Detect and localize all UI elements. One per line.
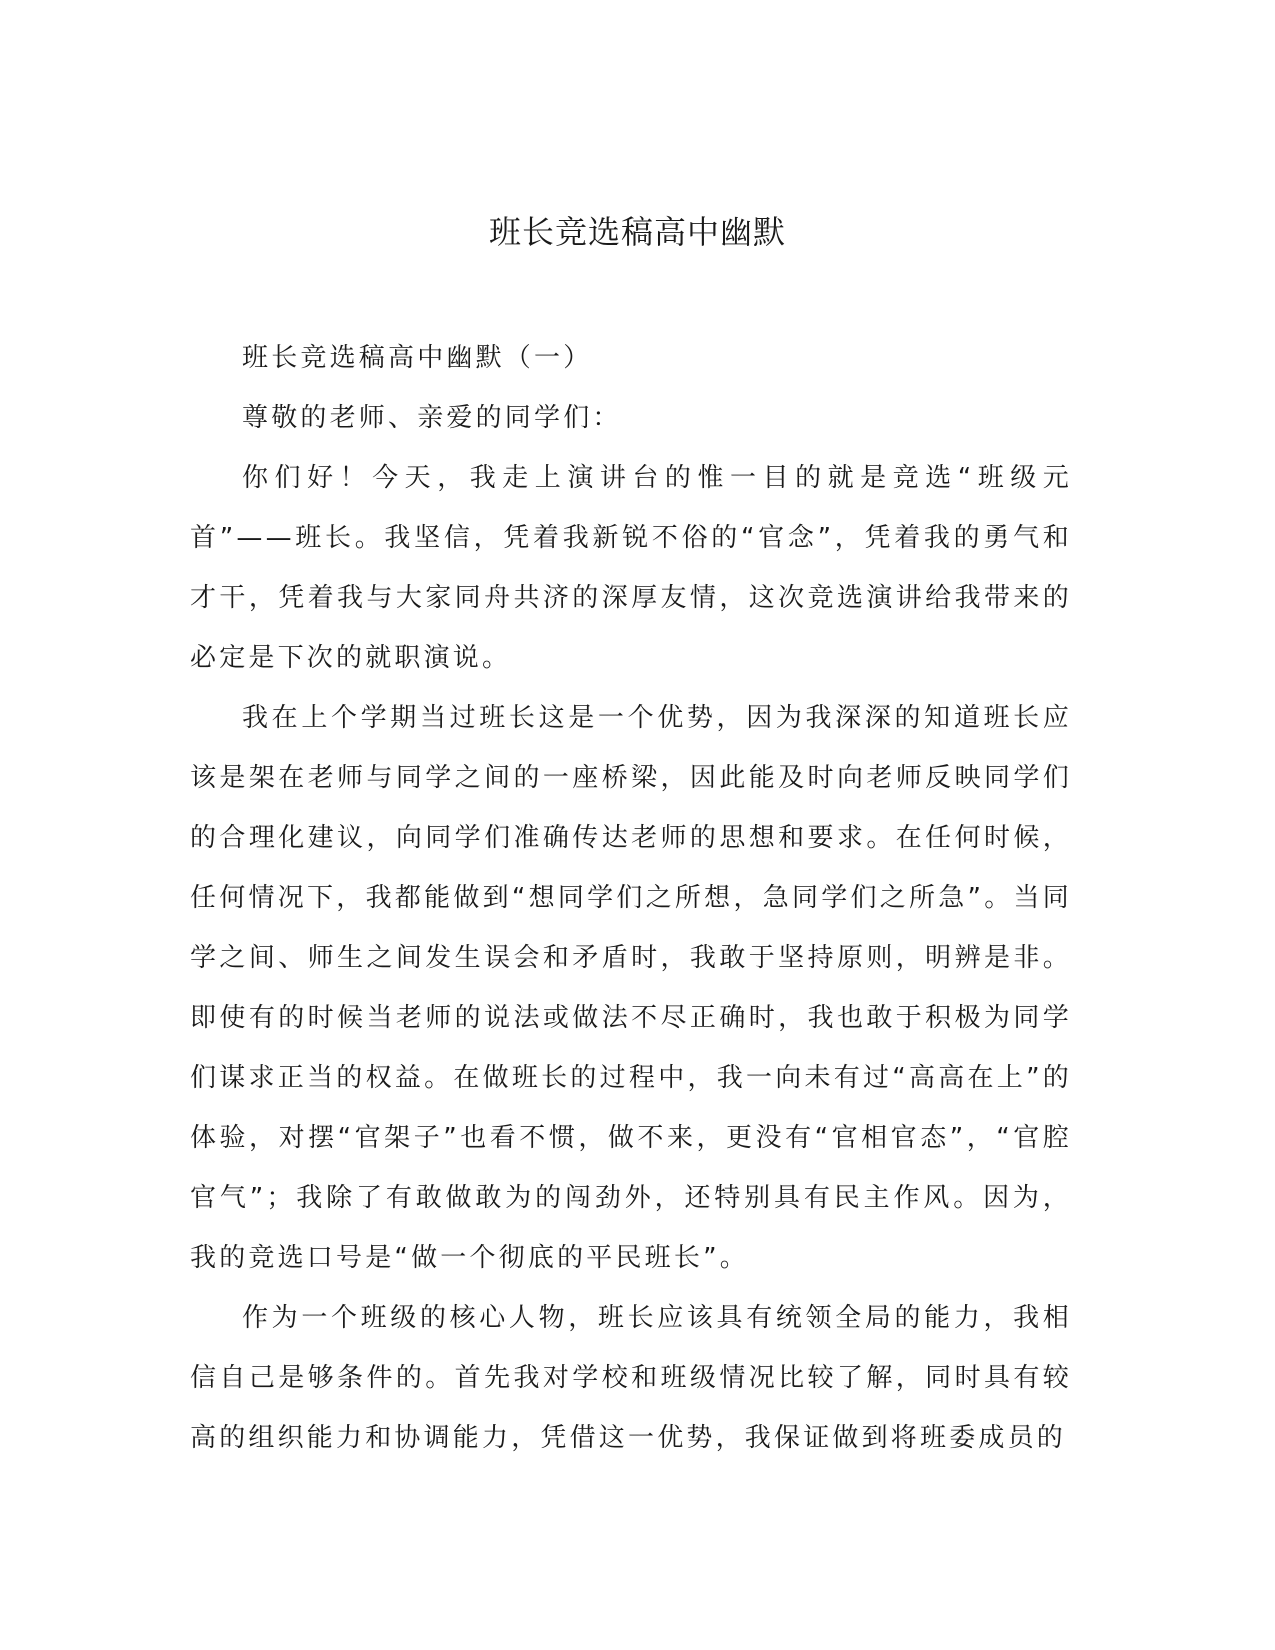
paragraph-greeting: 你们好！今天，我走上演讲台的惟一目的就是竞选“班级元首”——班长。我坚信，凭着我新锐不俗的“官念”，凭着我的勇气和才干，凭着我与大家同舟共济的深厚友情，这次竞选演讲给我带来的必定是下次的就职演说。	[190, 463, 1072, 673]
paragraph-experience: 我在上个学期当过班长这是一个优势，因为我深深的知道班长应该是架在老师与同学之间的一座桥梁，因此能及时向老师反映同学们的合理化建议，向同学们准确传达老师的思想和要求。在任何时候，任何情况下，我都能做到“想同学们之所想，急同学们之所急”。当同学之间、师生之间发生误会和矛盾时，我敢于坚持原则，明辨是非。即使有的时候当老师的说法或做法不尽正确时，我也敢于积极为同学们谋求正当的权益。在做班长的过程中，我一向未有过“高高在上”的体验，对摆“官架子”也看不惯，做不来，更没有“官相官态”，“官腔官气”；我除了有敢做敢为的闯劲外，还特别具有民主作风。因为，我的竞选口号是“做一个彻底的平民班长”。	[190, 703, 1072, 1273]
section-heading: 班长竞选稿高中幽默（一）	[242, 343, 593, 373]
document-title: 班长竞选稿高中幽默	[488, 213, 786, 251]
salutation: 尊敬的老师、亲爱的同学们：	[242, 403, 622, 433]
paragraph-ability: 作为一个班级的核心人物，班长应该具有统领全局的能力，我相信自己是够条件的。首先我对学校和班级情况比较了解，同时具有较高的组织能力和协调能力，凭借这一优势，我保证做到将班委成员的	[190, 1303, 1072, 1453]
document-body	[190, 328, 1072, 1468]
